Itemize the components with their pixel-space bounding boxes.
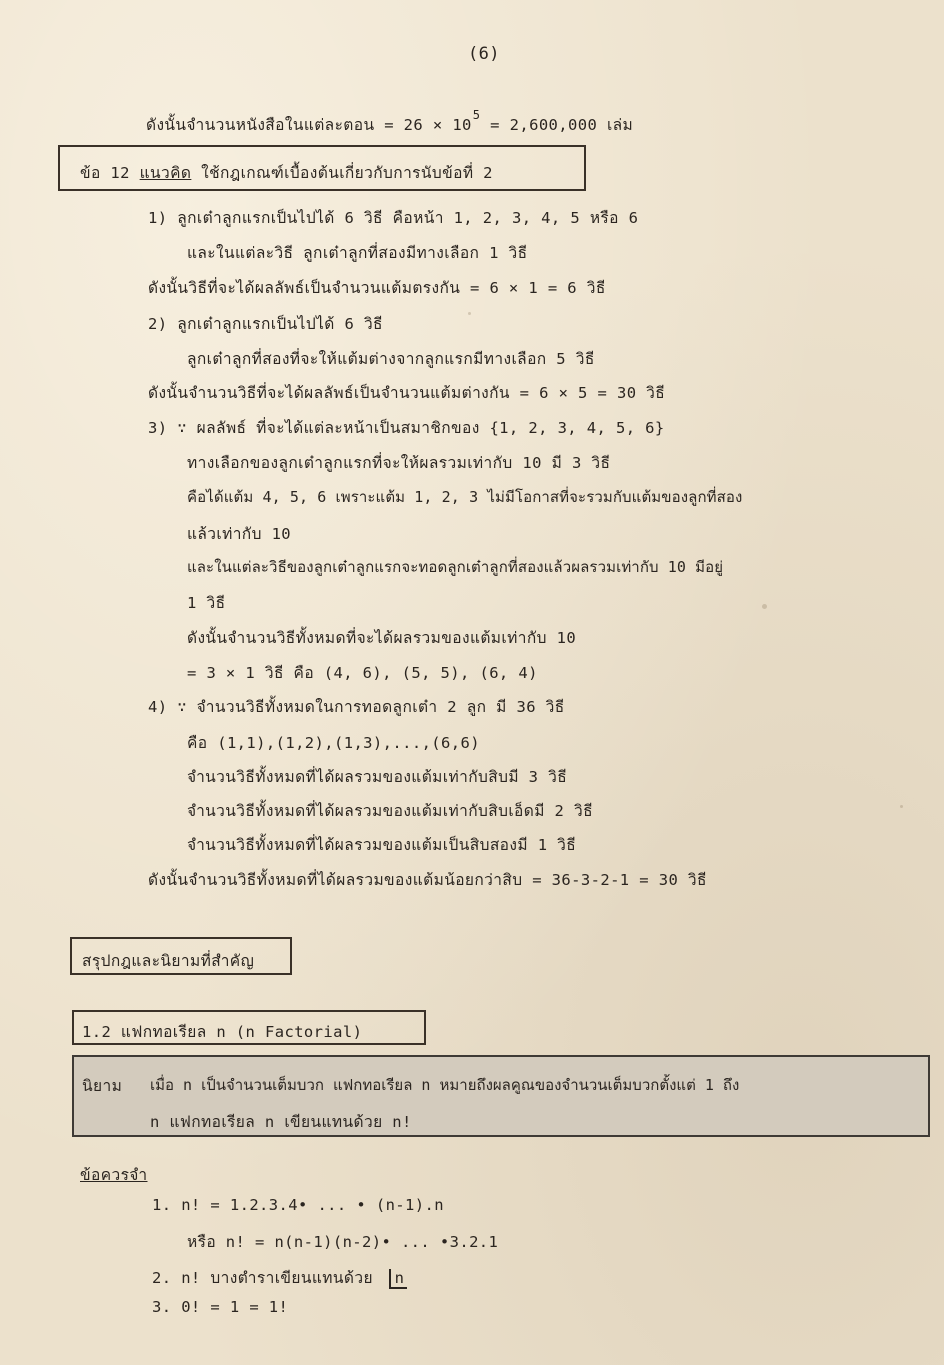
remember-heading: ข้อควรจำ (80, 1166, 148, 1184)
angle-factorial-notation (389, 1269, 408, 1289)
summary-heading-box (70, 937, 292, 975)
paper-speck (900, 805, 903, 808)
solution-line-4: 2) ลูกเต๋าลูกแรกเป็นไปได้ 6 วิธี (148, 315, 383, 333)
solution-line-18: จำนวนวิธีทั้งหมดที่ได้ผลรวมของแต้มเท่ากับสิบเอ็ดมี 2 วิธี (187, 802, 593, 820)
solution-line-2: และในแต่ละวิธี ลูกเต๋าลูกที่สองมีทางเลือก 1 วิธี (187, 244, 528, 262)
solution-line-1: 1) ลูกเต๋าลูกแรกเป็นไปได้ 6 วิธี คือหน้า 1, 2, 3, 4, 5 หรือ 6 (148, 209, 639, 227)
intro-exponent: 5 (472, 108, 481, 122)
definition-label: นิยาม (82, 1077, 123, 1095)
problem-number: ข้อ 12 (80, 164, 130, 182)
concept-text: ใช้กฎเกณฑ์เบื้องต้นเกี่ยวกับการนับข้อที่ 2 (201, 164, 493, 182)
intro-result: = 2,600,000 เล่ม (490, 116, 634, 134)
solution-line-8: ทางเลือกของลูกเต๋าลูกแรกที่จะให้ผลรวมเท่ากับ 10 มี 3 วิธี (187, 454, 611, 472)
solution-line-6: ดังนั้นจำนวนวิธีที่จะได้ผลลัพธ์เป็นจำนวนแต้มต่างกัน = 6 × 5 = 30 วิธี (148, 384, 666, 402)
solution-line-20: ดังนั้นจำนวนวิธีทั้งหมดที่ได้ผลรวมของแต้มน้อยกว่าสิบ = 36-3-2-1 = 30 วิธี (148, 871, 707, 889)
solution-line-5: ลูกเต๋าลูกที่สองที่จะให้แต้มต่างจากลูกแรกมีทางเลือก 5 วิธี (187, 350, 595, 368)
intro-line (146, 108, 634, 137)
paper-speck (762, 604, 767, 609)
summary-heading: สรุปกฎและนิยามที่สำคัญ (82, 952, 255, 970)
paper-speck (468, 312, 471, 315)
solution-line-12: 1 วิธี (187, 594, 226, 612)
remember-item-2 (152, 1265, 407, 1290)
intro-text: ดังนั้นจำนวนหนังสือในแต่ละตอน = 26 × 10 (146, 116, 472, 134)
remember-item-1b: หรือ n! = n(n-1)(n-2)• ... •3.2.1 (187, 1233, 499, 1251)
remember-item-3: 3. 0! = 1 = 1! (152, 1298, 289, 1316)
solution-line-11: และในแต่ละวิธีของลูกเต๋าลูกแรกจะทอดลูกเต๋าลูกที่สองแล้วผลรวมเท่ากับ 10 มีอยู่ (187, 558, 724, 576)
remember-item-2-text: 2. n! บางตำราเขียนแทนด้วย (152, 1269, 373, 1287)
problem-heading (80, 160, 493, 185)
definition-box (72, 1055, 930, 1137)
definition-line-2: n แฟกทอเรียล n เขียนแทนด้วย n! (150, 1113, 412, 1131)
factorial-heading: 1.2 แฟกทอเรียล n (n Factorial) (82, 1023, 363, 1041)
page-number: (6) (468, 44, 500, 64)
solution-line-14: = 3 × 1 วิธี คือ (4, 6), (5, 5), (6, 4) (187, 664, 538, 682)
factorial-heading-box (72, 1010, 426, 1045)
solution-line-9: คือได้แต้ม 4, 5, 6 เพราะแต้ม 1, 2, 3 ไม่มีโอกาสที่จะรวมกับแต้มของลูกที่สอง (187, 488, 743, 506)
problem-heading-box (58, 145, 586, 191)
solution-line-7: 3) ∵ ผลลัพธ์ ที่จะได้แต่ละหน้าเป็นสมาชิกของ {1, 2, 3, 4, 5, 6} (148, 419, 665, 437)
solution-line-10: แล้วเท่ากับ 10 (187, 525, 292, 543)
concept-label: แนวคิด (139, 164, 192, 182)
solution-line-15: 4) ∵ จำนวนวิธีทั้งหมดในการทอดลูกเต๋า 2 ลูก มี 36 วิธี (148, 698, 565, 716)
solution-line-13: ดังนั้นจำนวนวิธีทั้งหมดที่จะได้ผลรวมของแต้มเท่ากับ 10 (187, 629, 577, 647)
definition-line-1: เมื่อ n เป็นจำนวนเต็มบวก แฟกทอเรียล n หมายถึงผลคูณของจำนวนเต็มบวกตั้งแต่ 1 ถึง (150, 1076, 740, 1094)
solution-line-19: จำนวนวิธีทั้งหมดที่ได้ผลรวมของแต้มเป็นสิบสองมี 1 วิธี (187, 836, 577, 854)
solution-line-17: จำนวนวิธีทั้งหมดที่ได้ผลรวมของแต้มเท่ากับสิบมี 3 วิธี (187, 768, 568, 786)
solution-line-3: ดังนั้นวิธีที่จะได้ผลลัพธ์เป็นจำนวนแต้มตรงกัน = 6 × 1 = 6 วิธี (148, 279, 606, 297)
solution-line-16: คือ (1,1),(1,2),(1,3),...,(6,6) (187, 734, 480, 752)
angle-factorial-n: n (394, 1269, 405, 1287)
remember-item-1: 1. n! = 1.2.3.4• ... • (n-1).n (152, 1196, 444, 1214)
